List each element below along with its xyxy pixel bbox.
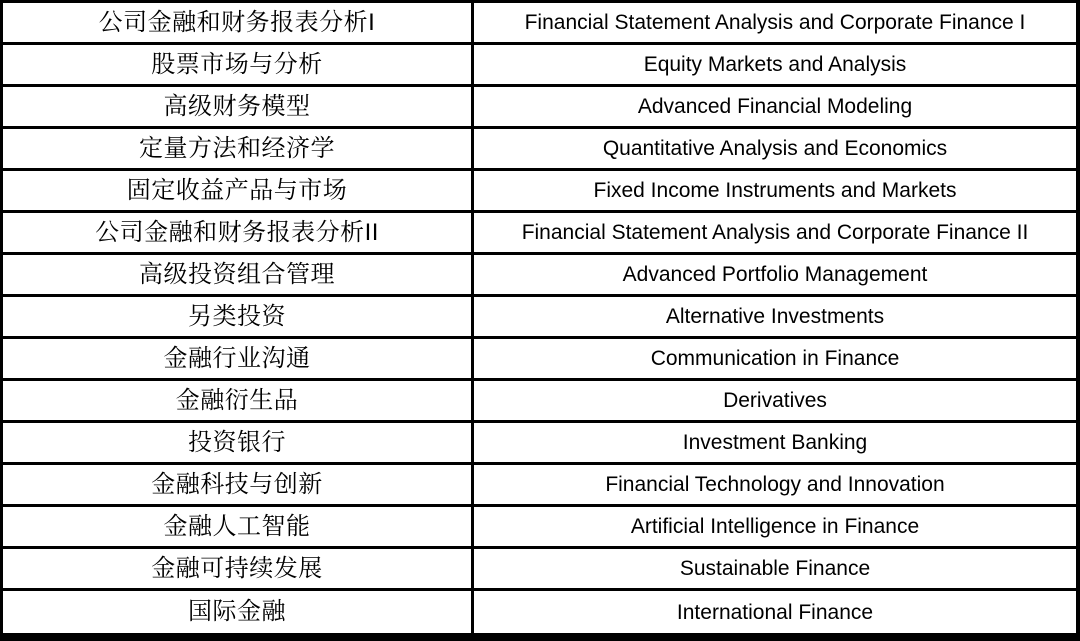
course-name-en: Advanced Financial Modeling xyxy=(637,95,913,118)
course-name-zh: 高级投资组合管理 xyxy=(3,255,474,294)
course-name-zh: 固定收益产品与市场 xyxy=(3,171,474,210)
course-name-en: Communication in Finance xyxy=(650,347,900,370)
table-row xyxy=(3,213,1076,255)
course-name-zh: 金融人工智能 xyxy=(3,507,474,546)
table-row xyxy=(3,339,1076,381)
course-name-zh: 金融行业沟通 xyxy=(3,339,474,378)
table-row xyxy=(3,171,1076,213)
course-name-zh: 另类投资 xyxy=(3,297,474,336)
course-name-zh: 投资银行 xyxy=(3,423,474,462)
course-name-en: Alternative Investments xyxy=(665,305,885,328)
course-name-en: Equity Markets and Analysis xyxy=(643,53,907,76)
course-name-en: Financial Technology and Innovation xyxy=(605,473,945,496)
course-name-en: International Finance xyxy=(676,600,874,624)
course-name-en: Quantitative Analysis and Economics xyxy=(602,137,948,160)
course-name-en: Financial Statement Analysis and Corporate Finance I xyxy=(524,11,1026,34)
course-name-zh: 股票市场与分析 xyxy=(3,45,474,84)
course-name-zh: 金融可持续发展 xyxy=(3,549,474,588)
table-row xyxy=(3,3,1076,45)
course-name-en: Advanced Portfolio Management xyxy=(622,263,928,286)
course-name-en: Financial Statement Analysis and Corporate Finance II xyxy=(521,221,1029,244)
table-row xyxy=(3,549,1076,591)
table-row xyxy=(3,423,1076,465)
table-row xyxy=(3,87,1076,129)
table-row xyxy=(3,465,1076,507)
table-row xyxy=(3,381,1076,423)
table-row xyxy=(3,129,1076,171)
table-row xyxy=(3,45,1076,87)
table-row xyxy=(3,255,1076,297)
course-name-en: Derivatives xyxy=(723,389,827,412)
table-row xyxy=(3,591,1076,633)
course-name-en: Sustainable Finance xyxy=(679,557,871,580)
course-name-zh: 金融衍生品 xyxy=(3,381,474,420)
course-name-zh: 金融科技与创新 xyxy=(3,465,474,504)
course-name-zh: 公司金融和财务报表分析II xyxy=(3,213,474,252)
table-row xyxy=(3,507,1076,549)
table-row xyxy=(3,297,1076,339)
course-name-zh: 定量方法和经济学 xyxy=(3,129,474,168)
course-name-en: Investment Banking xyxy=(682,431,868,454)
course-name-zh: 高级财务模型 xyxy=(3,87,474,126)
course-name-en: Fixed Income Instruments and Markets xyxy=(593,179,957,202)
course-name-zh: 国际金融 xyxy=(3,591,474,633)
course-name-en: Artificial Intelligence in Finance xyxy=(630,515,920,538)
course-name-zh: 公司金融和财务报表分析I xyxy=(3,3,474,42)
